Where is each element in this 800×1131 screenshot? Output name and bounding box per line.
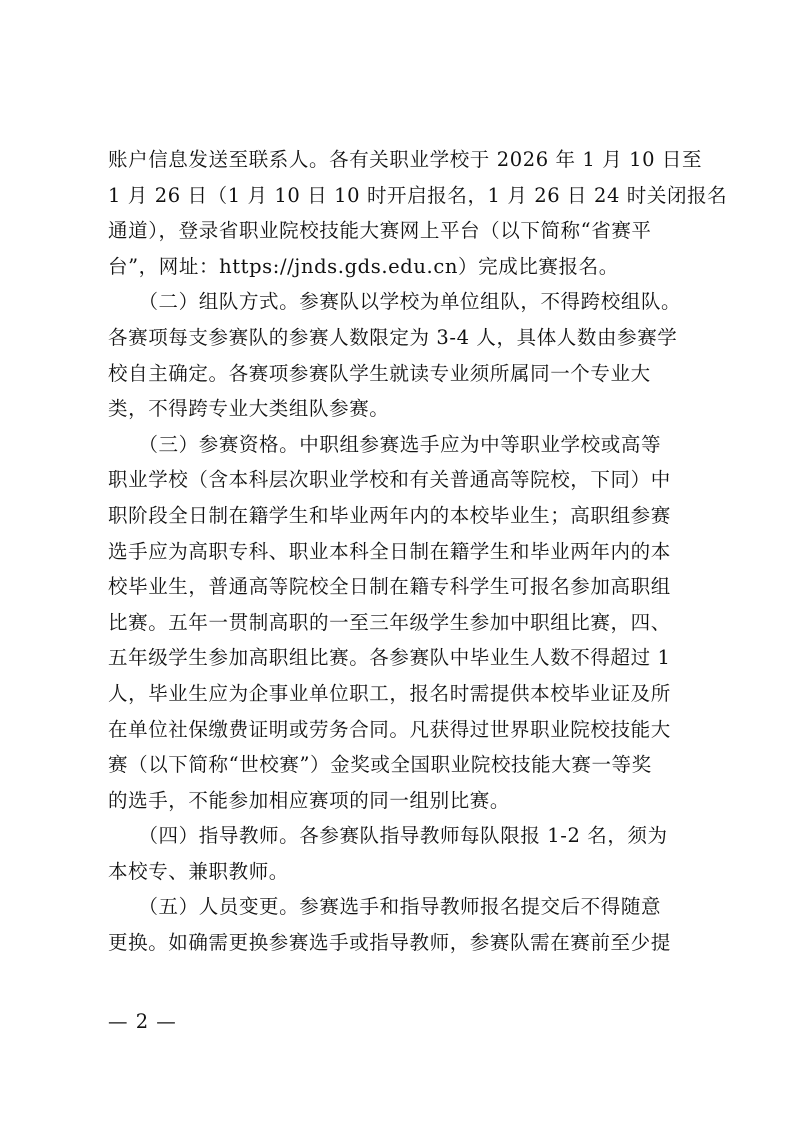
text-line: 各赛项每支参赛队的参赛人数限定为 3-4 人，具体人数由参赛学 [108,325,678,349]
text-line: 校自主确定。各赛项参赛队学生就读专业须所属同一个专业大 [108,361,651,385]
document-body [108,142,728,961]
paragraph-personnel-change [108,889,713,960]
text-line: （三）参赛资格。中职组参赛选手应为中等职业学校或高等 [108,432,662,456]
text-line: 校毕业生，普通高等院校全日制在籍专科学生可报名参加高职组 [108,575,671,599]
text-line: 台”，网址：https://jnds.gds.edu.cn）完成比赛报名。 [108,254,619,278]
text-line: （四）指导教师。各参赛队指导教师每队限报 1-2 名，须为 [108,824,668,848]
text-line: （五）人员变更。参赛选手和指导教师报名提交后不得随意 [108,895,662,919]
text-line: 选手应为高职专科、职业本科全日制在籍学生和毕业两年内的本 [108,539,671,563]
text-line: 赛（以下简称“世校赛”）金奖或全国职业院校技能大赛一等奖 [108,753,652,777]
text-line: 职阶段全日制在籍学生和毕业两年内的本校毕业生；高职组参赛 [108,503,671,527]
paragraph-instructors [108,818,713,889]
text-line: 更换。如确需更换参赛选手或指导教师，参赛队需在赛前至少提 [108,931,671,955]
text-line: 五年级学生参加高职组比赛。各参赛队中毕业生人数不得超过 1 [108,646,671,670]
paragraph-team-formation [108,284,713,426]
text-line: 人，毕业生应为企事业单位职工，报名时需提供本校毕业证及所 [108,681,671,705]
text-line: 的选手，不能参加相应赛项的同一组别比赛。 [108,788,511,812]
text-line: 职业学校（含本科层次职业学校和有关普通高等院校，下同）中 [108,468,671,492]
text-line: 账户信息发送至联系人。各有关职业学校于 2026 年 1 月 10 日至 [108,148,703,171]
text-line: 类，不得跨专业大类组队参赛。 [108,397,390,421]
text-line: 本校专、兼职教师。 [108,859,289,883]
paragraph-registration [108,142,728,284]
text-line: 1 月 26 日（1 月 10 日 10 时开启报名，1 月 26 日 24 时关闭报名 [108,183,728,207]
text-line: 在单位社保缴费证明或劳务合同。凡获得过世界职业院校技能大 [108,717,671,741]
page-number: — 2 — [108,1010,177,1033]
text-line: （二）组队方式。参赛队以学校为单位组队，不得跨校组队。 [108,290,682,314]
text-line: 比赛。五年一贯制高职的一至三年级学生参加中职组比赛，四、 [108,610,671,634]
paragraph-eligibility [108,427,713,819]
text-line: 通道），登录省职业院校技能大赛网上平台（以下简称“省赛平 [108,219,652,243]
